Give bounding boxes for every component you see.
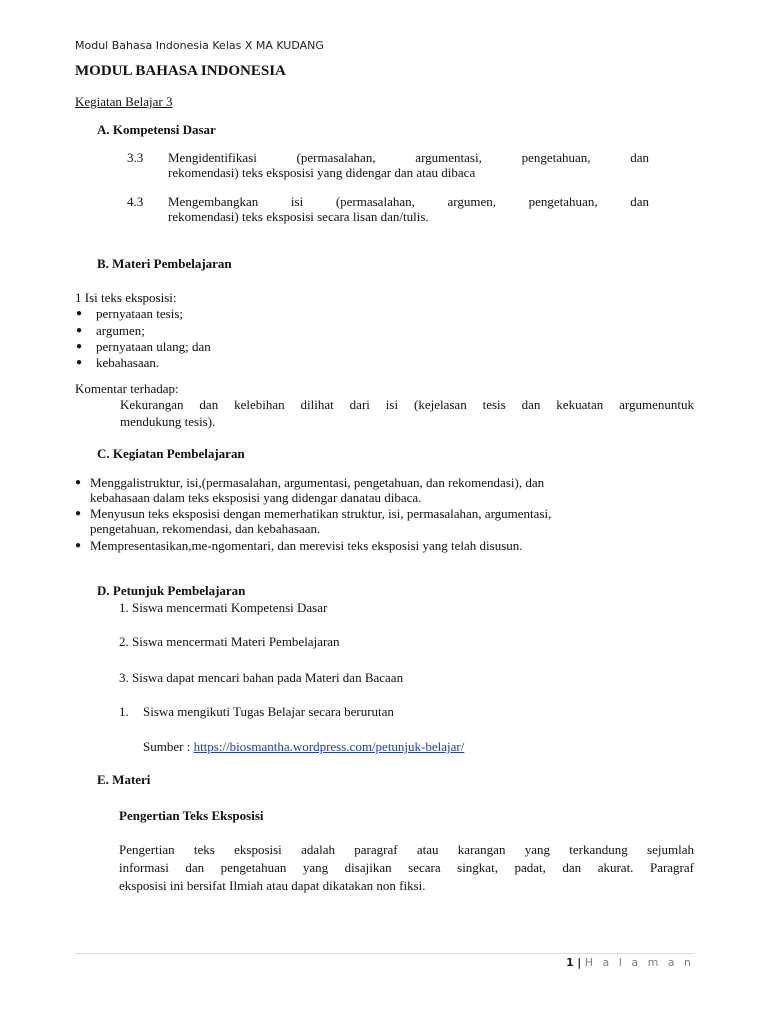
section-c-heading: C. Kegiatan Pembelajaran	[97, 446, 245, 461]
kd-text-line: rekomendasi) teks eksposisi secara lisan dan/tulis.	[168, 209, 429, 224]
komentar-text-line: Kekurangan dan kelebihan dilihat dari isi (kejelasan tesis dan kekuatan argumenuntuk	[120, 397, 694, 412]
source-link[interactable]: https://biosmantha.wordpress.com/petunjuk-belajar/	[193, 739, 465, 754]
running-header: Modul Bahasa Indonesia Kelas X MA KUDANG	[75, 39, 324, 52]
paragraph-line: eksposisi ini bersifat Ilmiah atau dapat dikatakan non fiksi.	[119, 878, 426, 893]
bullet-icon: ●	[75, 540, 82, 551]
footer-separator: |	[577, 956, 582, 969]
footer-divider	[75, 953, 695, 954]
kd-text-line: Mengembangkan isi (permasalahan, argumen, pengetahuan, dan	[168, 194, 649, 209]
bullet-icon: ●	[75, 508, 82, 519]
list-item: kebahasaan.	[96, 355, 160, 370]
list-item: Menggalistruktur, isi,(permasalahan, argumentasi, pengetahuan, dan rekomendasi), dan	[90, 475, 545, 490]
list-item: Menyusun teks eksposisi dengan memerhatikan struktur, isi, permasalahan, argumentasi,	[90, 506, 552, 521]
step-item: Siswa mengikuti Tugas Belajar secara berurutan	[143, 704, 394, 719]
section-a-heading: A. Kompetensi Dasar	[97, 122, 216, 137]
bullet-icon: ●	[76, 308, 83, 319]
bullet-icon: ●	[76, 325, 83, 336]
paragraph-line: Pengertian teks eksposisi adalah paragraf atau karangan yang terkandung sejumlah	[119, 842, 694, 857]
step-number: 1.	[119, 704, 129, 719]
paragraph-line: informasi dan pengetahuan yang disajikan secara singkat, padat, dan akurat. Paragraf	[119, 860, 694, 875]
bullet-icon: ●	[75, 477, 82, 488]
document-title: MODUL BAHASA INDONESIA	[75, 63, 286, 79]
bullet-icon: ●	[76, 341, 83, 352]
kd-number: 3.3	[127, 150, 144, 165]
footer-label: H a l a m a n	[584, 956, 694, 969]
list-item-continuation: pengetahuan, rekomendasi, dan kebahasaan.	[90, 521, 321, 536]
list-item: pernyataan tesis;	[96, 306, 183, 321]
kegiatan-belajar-heading: Kegiatan Belajar 3	[75, 94, 173, 109]
list-item: pernyataan ulang; dan	[96, 339, 211, 354]
list-item: argumen;	[96, 323, 145, 338]
step-item: 3. Siswa dapat mencari bahan pada Materi dan Bacaan	[119, 670, 404, 685]
source-label: Sumber :	[143, 739, 194, 754]
bullet-icon: ●	[76, 357, 83, 368]
section-e-heading: E. Materi	[97, 772, 151, 787]
section-d-heading: D. Petunjuk Pembelajaran	[97, 583, 246, 598]
kd-number: 4.3	[127, 194, 144, 209]
komentar-text-line: mendukung tesis).	[120, 414, 216, 429]
komentar-label: Komentar terhadap:	[75, 381, 179, 396]
isi-intro: 1 Isi teks eksposisi:	[75, 290, 177, 305]
source-line	[143, 739, 464, 755]
step-item: 1. Siswa mencermati Kompetensi Dasar	[119, 600, 328, 615]
page-footer	[566, 956, 694, 969]
list-item-continuation: kebahasaan dalam teks eksposisi yang didengar danatau dibaca.	[90, 490, 422, 505]
list-item: Mempresentasikan,me-ngomentari, dan merevisi teks eksposisi yang telah disusun.	[90, 538, 523, 553]
subheading: Pengertian Teks Eksposisi	[119, 808, 264, 823]
kd-text-line: Mengidentifikasi (permasalahan, argumentasi, pengetahuan, dan	[168, 150, 649, 165]
section-b-heading: B. Materi Pembelajaran	[97, 256, 232, 271]
step-item: 2. Siswa mencermati Materi Pembelajaran	[119, 634, 340, 649]
kd-text-line: rekomendasi) teks eksposisi yang didengar dan atau dibaca	[168, 165, 476, 180]
page-number: 1	[566, 956, 574, 969]
